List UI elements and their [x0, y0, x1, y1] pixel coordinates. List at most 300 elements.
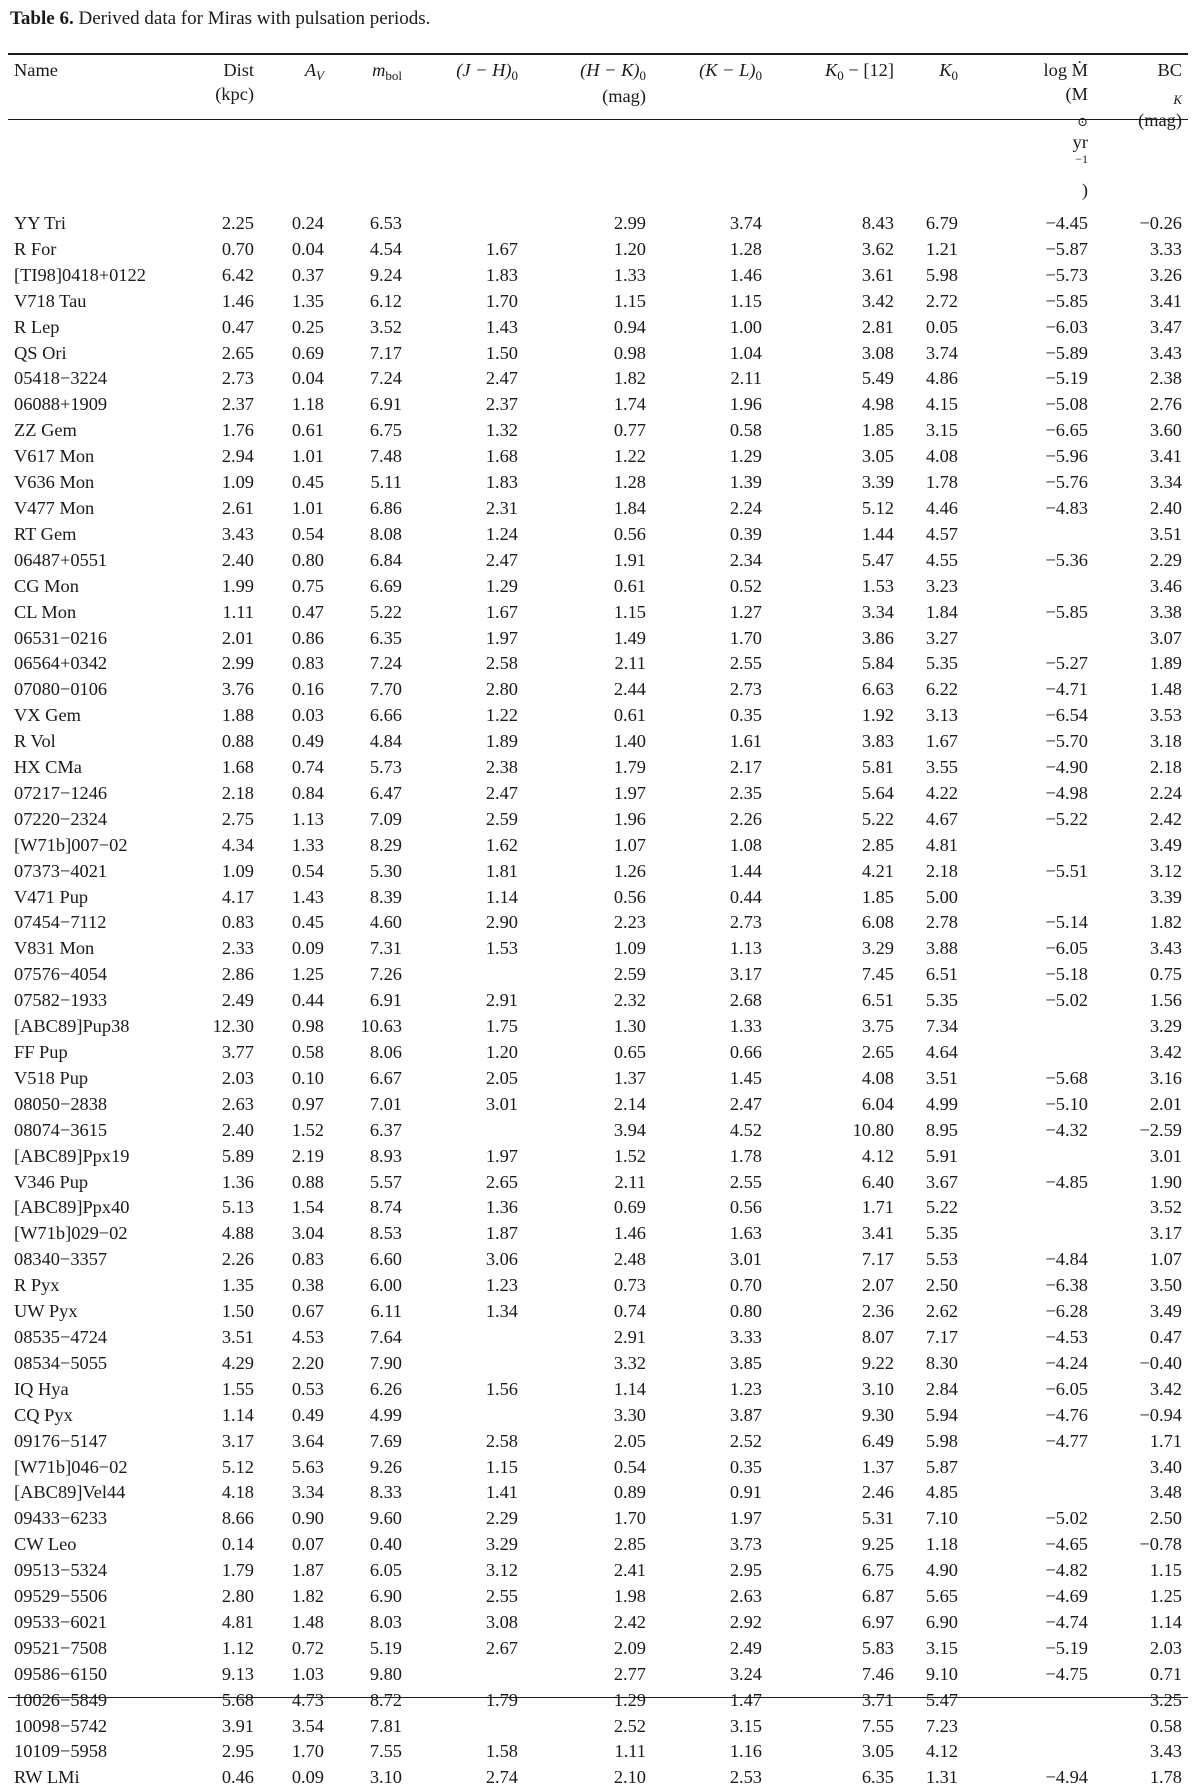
cell-kl: 1.27 — [729, 601, 762, 622]
cell-kl: 3.17 — [729, 964, 762, 985]
cell-k0: 5.53 — [925, 1249, 958, 1270]
cell-av: 2.20 — [291, 1352, 324, 1373]
table-row — [8, 833, 1188, 859]
table-row — [8, 1273, 1188, 1299]
cell-bck: 3.41 — [1149, 446, 1182, 467]
cell-jh: 1.67 — [485, 601, 518, 622]
cell-mdot: −5.10 — [1045, 1093, 1088, 1114]
cell-bck: 2.40 — [1149, 497, 1182, 518]
cell-name: CQ Pyx — [14, 1404, 73, 1425]
cell-hk: 1.33 — [613, 264, 646, 285]
cell-mdot: −4.75 — [1045, 1663, 1088, 1684]
cell-k12: 5.49 — [861, 368, 894, 389]
cell-kl: 3.73 — [729, 1534, 762, 1555]
cell-hk: 2.91 — [613, 1326, 646, 1347]
table-row — [8, 651, 1188, 677]
cell-dist: 2.65 — [221, 342, 254, 363]
cell-mbol: 7.09 — [369, 808, 402, 829]
cell-bck: −0.40 — [1139, 1352, 1182, 1373]
cell-k12: 5.64 — [861, 782, 894, 803]
table-caption-label: Table 6. — [10, 8, 74, 29]
cell-bck: 3.49 — [1149, 834, 1182, 855]
table-row — [8, 237, 1188, 263]
cell-jh: 1.32 — [485, 420, 518, 441]
cell-av: 1.03 — [291, 1663, 324, 1684]
cell-jh: 1.58 — [485, 1741, 518, 1762]
cell-av: 0.10 — [291, 1067, 324, 1088]
cell-k12: 6.51 — [861, 990, 894, 1011]
cell-dist: 8.66 — [221, 1508, 254, 1529]
table-row — [8, 263, 1188, 289]
cell-hk: 2.42 — [613, 1611, 646, 1632]
cell-mbol: 6.91 — [369, 394, 402, 415]
cell-mbol: 8.74 — [369, 1197, 402, 1218]
cell-mdot: −5.22 — [1045, 808, 1088, 829]
cell-k0: 2.78 — [925, 912, 958, 933]
cell-name: IQ Hya — [14, 1378, 69, 1399]
cell-mbol: 6.47 — [369, 782, 402, 803]
cell-hk: 1.79 — [613, 757, 646, 778]
cell-mbol: 6.37 — [369, 1119, 402, 1140]
cell-av: 0.24 — [291, 213, 324, 233]
cell-k12: 5.47 — [861, 549, 894, 570]
cell-hk: 0.56 — [613, 523, 646, 544]
cell-av: 0.90 — [291, 1508, 324, 1529]
cell-hk: 3.32 — [613, 1352, 646, 1373]
cell-kl: 1.78 — [729, 1145, 762, 1166]
cell-mdot — [964, 1221, 1094, 1247]
cell-av: 0.45 — [291, 912, 324, 933]
cell-kl: 1.16 — [729, 1741, 762, 1762]
cell-name: HX CMa — [14, 757, 82, 778]
cell-dist: 4.34 — [221, 834, 254, 855]
cell-hk: 1.37 — [613, 1067, 646, 1088]
cell-k0: 1.84 — [925, 601, 958, 622]
cell-k0: 4.55 — [925, 549, 958, 570]
cell-mbol: 9.26 — [369, 1456, 402, 1477]
cell-mbol: 5.73 — [369, 757, 402, 778]
cell-mdot: −4.69 — [1045, 1586, 1088, 1607]
cell-name: UW Pyx — [14, 1301, 78, 1322]
table-body — [8, 202, 1188, 1791]
cell-kl: 1.63 — [729, 1223, 762, 1244]
cell-name: 06088+1909 — [14, 394, 108, 415]
cell-bck: 3.40 — [1149, 1456, 1182, 1477]
cell-kl: 2.11 — [730, 368, 762, 389]
cell-k0: 1.31 — [925, 1767, 958, 1788]
cell-k12: 5.22 — [861, 808, 894, 829]
table-caption-text: Derived data for Miras with pulsation periods. — [78, 8, 431, 29]
cell-jh: 1.20 — [485, 1042, 518, 1062]
cell-bck: −0.26 — [1139, 213, 1182, 233]
cell-mbol: 8.39 — [369, 886, 402, 907]
cell-name: CW Leo — [14, 1534, 77, 1555]
cell-kl: 2.49 — [729, 1637, 762, 1658]
cell-k12: 6.04 — [861, 1093, 894, 1114]
cell-jh — [408, 1714, 524, 1740]
cell-hk: 2.10 — [613, 1767, 646, 1788]
cell-dist: 6.42 — [221, 264, 254, 285]
cell-name: 08340−3357 — [14, 1249, 108, 1270]
cell-av: 3.64 — [291, 1430, 324, 1451]
cell-name: R Lep — [14, 316, 60, 337]
cell-mdot: −6.54 — [1045, 705, 1088, 726]
cell-av: 0.04 — [291, 368, 324, 389]
cell-jh: 1.50 — [485, 342, 518, 363]
cell-mdot: −5.68 — [1045, 1067, 1088, 1088]
cell-mbol: 6.67 — [369, 1067, 402, 1088]
cell-name: 05418−3224 — [14, 368, 108, 389]
cell-name: 08535−4724 — [14, 1326, 108, 1347]
cell-k12: 1.44 — [861, 523, 894, 544]
cell-mdot: −6.05 — [1045, 938, 1088, 959]
cell-k12: 3.05 — [861, 1741, 894, 1762]
cell-k12: 3.71 — [861, 1689, 894, 1710]
cell-k0: 5.00 — [925, 886, 958, 907]
cell-k0: 5.98 — [925, 264, 958, 285]
cell-bck: 3.17 — [1149, 1223, 1182, 1244]
cell-kl: 0.35 — [729, 705, 762, 726]
cell-jh: 2.58 — [485, 653, 518, 674]
cell-av: 4.73 — [291, 1689, 324, 1710]
cell-av: 0.61 — [291, 420, 324, 441]
cell-mbol: 3.52 — [369, 316, 402, 337]
cell-hk: 2.32 — [613, 990, 646, 1011]
cell-kl: 0.52 — [729, 575, 762, 596]
cell-kl: 2.73 — [729, 679, 762, 700]
cell-jh: 2.91 — [485, 990, 518, 1011]
cell-mbol: 8.06 — [369, 1042, 402, 1062]
table-row — [8, 1351, 1188, 1377]
cell-kl: 0.44 — [729, 886, 762, 907]
table-row — [8, 202, 1188, 237]
cell-bck: −0.78 — [1139, 1534, 1182, 1555]
cell-k12: 6.40 — [861, 1171, 894, 1192]
cell-hk: 0.69 — [613, 1197, 646, 1218]
cell-k12: 3.86 — [861, 627, 894, 648]
cell-k12: 3.29 — [861, 938, 894, 959]
cell-mdot: −4.65 — [1045, 1534, 1088, 1555]
cell-k12: 1.85 — [861, 886, 894, 907]
cell-k12: 6.75 — [861, 1560, 894, 1581]
cell-kl: 1.44 — [729, 860, 762, 881]
cell-mdot: −4.45 — [1045, 213, 1088, 233]
cell-kl: 2.73 — [729, 912, 762, 933]
cell-name: V718 Tau — [14, 290, 87, 311]
cell-mdot: −4.83 — [1045, 497, 1088, 518]
cell-mbol: 8.33 — [369, 1482, 402, 1503]
cell-bck: 3.60 — [1149, 420, 1182, 441]
cell-kl: 2.26 — [729, 808, 762, 829]
table-row — [8, 962, 1188, 988]
cell-mbol: 8.72 — [369, 1689, 402, 1710]
cell-jh — [408, 1118, 524, 1144]
cell-name: 09521−7508 — [14, 1637, 108, 1658]
cell-mdot: −5.19 — [1045, 368, 1088, 389]
cell-av: 1.70 — [291, 1741, 324, 1762]
cell-av: 0.84 — [291, 782, 324, 803]
cell-k12: 3.75 — [861, 1016, 894, 1037]
cell-bck: 3.48 — [1149, 1482, 1182, 1503]
col-header-k12: $K_0 - [12]$ — [825, 60, 894, 83]
cell-kl: 2.68 — [729, 990, 762, 1011]
cell-k12: 6.49 — [861, 1430, 894, 1451]
cell-jh: 2.29 — [485, 1508, 518, 1529]
cell-mbol: 6.60 — [369, 1249, 402, 1270]
cell-mbol: 6.05 — [369, 1560, 402, 1581]
cell-kl: 3.33 — [729, 1326, 762, 1347]
cell-jh: 2.47 — [485, 549, 518, 570]
cell-jh: 3.12 — [485, 1560, 518, 1581]
cell-av: 0.54 — [291, 523, 324, 544]
cell-jh: 1.36 — [485, 1197, 518, 1218]
cell-k12: 7.45 — [861, 964, 894, 985]
cell-av: 2.19 — [291, 1145, 324, 1166]
cell-bck: 2.38 — [1149, 368, 1182, 389]
cell-dist: 2.25 — [221, 213, 254, 233]
cell-hk: 2.44 — [613, 679, 646, 700]
cell-k12: 4.98 — [861, 394, 894, 415]
cell-k0: 4.46 — [925, 497, 958, 518]
cell-av: 0.86 — [291, 627, 324, 648]
cell-k12: 3.05 — [861, 446, 894, 467]
cell-mdot: −6.65 — [1045, 420, 1088, 441]
cell-jh: 1.89 — [485, 731, 518, 752]
cell-mbol: 7.17 — [369, 342, 402, 363]
cell-hk: 1.40 — [613, 731, 646, 752]
cell-k12: 1.85 — [861, 420, 894, 441]
cell-name: [TI98]0418+0122 — [14, 264, 146, 285]
cell-name: V831 Mon — [14, 938, 95, 959]
cell-bck: 3.12 — [1149, 860, 1182, 881]
cell-k0: 4.12 — [925, 1741, 958, 1762]
cell-mdot: −5.73 — [1045, 264, 1088, 285]
cell-mdot: −4.94 — [1045, 1767, 1088, 1788]
cell-bck: 1.78 — [1149, 1767, 1182, 1788]
cell-name: 06531−0216 — [14, 627, 108, 648]
cell-mdot: −5.36 — [1045, 549, 1088, 570]
cell-av: 0.25 — [291, 316, 324, 337]
cell-mdot: −5.89 — [1045, 342, 1088, 363]
table-row — [8, 1610, 1188, 1636]
table-row — [8, 496, 1188, 522]
table-row — [8, 1221, 1188, 1247]
data-table — [8, 56, 1188, 1791]
cell-dist: 2.80 — [221, 1586, 254, 1607]
cell-av: 0.72 — [291, 1637, 324, 1658]
cell-dist: 1.76 — [221, 420, 254, 441]
cell-k0: 3.15 — [925, 1637, 958, 1658]
cell-bck: 0.47 — [1149, 1326, 1182, 1347]
cell-k12: 3.34 — [861, 601, 894, 622]
cell-k0: 5.35 — [925, 1223, 958, 1244]
table-row — [8, 1377, 1188, 1403]
cell-hk: 2.11 — [614, 653, 646, 674]
cell-bck: 3.41 — [1149, 290, 1182, 311]
table-row — [8, 677, 1188, 703]
table-row — [8, 1144, 1188, 1170]
cell-k12: 3.62 — [861, 238, 894, 259]
cell-jh: 2.55 — [485, 1586, 518, 1607]
cell-jh: 2.67 — [485, 1637, 518, 1658]
cell-mdot: −4.77 — [1045, 1430, 1088, 1451]
cell-k0: 9.10 — [925, 1663, 958, 1684]
cell-k0: 1.78 — [925, 472, 958, 493]
cell-k0: 6.90 — [925, 1611, 958, 1632]
cell-hk: 1.82 — [613, 368, 646, 389]
cell-jh: 1.15 — [485, 1456, 518, 1477]
table-row — [8, 1195, 1188, 1221]
cell-bck: 2.24 — [1149, 782, 1182, 803]
cell-name: [ABC89]Vel44 — [14, 1482, 126, 1503]
table-row — [8, 315, 1188, 341]
cell-name: 09533−6021 — [14, 1611, 108, 1632]
cell-mdot — [964, 1040, 1094, 1066]
cell-hk: 1.52 — [613, 1145, 646, 1166]
cell-kl: 2.24 — [729, 497, 762, 518]
col-header-name: Name — [14, 60, 58, 80]
table-row — [8, 1092, 1188, 1118]
cell-kl: 2.55 — [729, 1171, 762, 1192]
cell-bck: 3.18 — [1149, 731, 1182, 752]
cell-dist: 1.36 — [221, 1171, 254, 1192]
cell-hk: 2.52 — [613, 1715, 646, 1736]
table-row — [8, 1739, 1188, 1765]
cell-dist: 1.99 — [221, 575, 254, 596]
cell-mbol: 7.01 — [369, 1093, 402, 1114]
col-header-kl: $(K - L)_0$ — [699, 60, 762, 83]
table-row — [8, 1532, 1188, 1558]
cell-av: 0.58 — [291, 1042, 324, 1062]
cell-k0: 5.22 — [925, 1197, 958, 1218]
cell-k0: 4.15 — [925, 394, 958, 415]
cell-mdot — [964, 574, 1094, 600]
cell-name: R Pyx — [14, 1275, 60, 1296]
cell-k12: 5.31 — [861, 1508, 894, 1529]
cell-name: V471 Pup — [14, 886, 89, 907]
table-row — [8, 729, 1188, 755]
cell-hk: 1.28 — [613, 472, 646, 493]
cell-name: YY Tri — [14, 213, 66, 233]
cell-k12: 8.43 — [861, 213, 894, 233]
cell-dist: 2.40 — [221, 549, 254, 570]
cell-jh — [408, 1351, 524, 1377]
cell-mbol: 7.26 — [369, 964, 402, 985]
cell-name: 07217−1246 — [14, 782, 108, 803]
cell-dist: 4.18 — [221, 1482, 254, 1503]
cell-kl: 1.61 — [729, 731, 762, 752]
cell-dist: 3.76 — [221, 679, 254, 700]
cell-hk: 2.14 — [613, 1093, 646, 1114]
cell-mbol: 6.86 — [369, 497, 402, 518]
cell-name: [W71b]007−02 — [14, 834, 128, 855]
cell-hk: 2.23 — [613, 912, 646, 933]
cell-bck: 2.18 — [1149, 757, 1182, 778]
cell-mdot: −4.98 — [1045, 782, 1088, 803]
cell-bck: 3.43 — [1149, 1741, 1182, 1762]
cell-mbol: 6.84 — [369, 549, 402, 570]
cell-jh: 2.59 — [485, 808, 518, 829]
cell-name: 09513−5324 — [14, 1560, 108, 1581]
cell-bck: 3.51 — [1149, 523, 1182, 544]
cell-mbol: 3.10 — [369, 1767, 402, 1788]
cell-mdot: −5.70 — [1045, 731, 1088, 752]
table-row — [8, 1014, 1188, 1040]
cell-bck: 3.33 — [1149, 238, 1182, 259]
cell-kl: 1.70 — [729, 627, 762, 648]
cell-jh: 2.58 — [485, 1430, 518, 1451]
cell-mbol: 5.57 — [369, 1171, 402, 1192]
cell-av: 3.04 — [291, 1223, 324, 1244]
cell-k12: 4.12 — [861, 1145, 894, 1166]
cell-av: 1.82 — [291, 1586, 324, 1607]
table-row — [8, 289, 1188, 315]
cell-dist: 2.40 — [221, 1119, 254, 1140]
cell-kl: 0.39 — [729, 523, 762, 544]
cell-hk: 1.20 — [613, 238, 646, 259]
cell-k0: 3.55 — [925, 757, 958, 778]
cell-k0: 3.51 — [925, 1067, 958, 1088]
cell-hk: 1.74 — [613, 394, 646, 415]
cell-jh: 2.47 — [485, 782, 518, 803]
cell-dist: 2.03 — [221, 1067, 254, 1088]
cell-bck: 1.07 — [1149, 1249, 1182, 1270]
cell-name: 06564+0342 — [14, 653, 108, 674]
cell-mbol: 9.80 — [369, 1663, 402, 1684]
cell-mbol: 7.48 — [369, 446, 402, 467]
col-header-jh: $(J - H)_0$ — [456, 60, 518, 83]
col-header-av: $A_V$ — [304, 60, 324, 83]
cell-mdot: −4.84 — [1045, 1249, 1088, 1270]
cell-jh: 3.29 — [485, 1534, 518, 1555]
cell-name: 07582−1933 — [14, 990, 108, 1011]
cell-jh — [408, 1403, 524, 1429]
cell-kl: 1.45 — [729, 1067, 762, 1088]
cell-av: 1.43 — [291, 886, 324, 907]
cell-hk: 1.26 — [613, 860, 646, 881]
cell-av: 1.87 — [291, 1560, 324, 1581]
cell-mbol: 7.55 — [369, 1741, 402, 1762]
cell-name: 08534−5055 — [14, 1352, 108, 1373]
cell-mbol: 7.90 — [369, 1352, 402, 1373]
table-row — [8, 755, 1188, 781]
cell-kl: 1.97 — [729, 1508, 762, 1529]
cell-mbol: 0.40 — [369, 1534, 402, 1555]
cell-name: [ABC89]Ppx40 — [14, 1197, 130, 1218]
cell-bck: 0.58 — [1149, 1715, 1182, 1736]
cell-hk: 1.14 — [613, 1378, 646, 1399]
cell-mdot: −4.85 — [1045, 1171, 1088, 1192]
cell-dist: 1.11 — [222, 601, 254, 622]
cell-name: 07454−7112 — [14, 912, 107, 933]
cell-mdot: −4.32 — [1045, 1119, 1088, 1140]
cell-bck: 1.15 — [1149, 1560, 1182, 1581]
cell-jh: 1.79 — [485, 1689, 518, 1710]
cell-av: 0.45 — [291, 472, 324, 493]
cell-name: VX Gem — [14, 705, 81, 726]
cell-jh: 1.70 — [485, 290, 518, 311]
cell-k0: 8.30 — [925, 1352, 958, 1373]
cell-av: 0.16 — [291, 679, 324, 700]
cell-name: RW LMi — [14, 1767, 80, 1788]
cell-dist: 3.91 — [221, 1715, 254, 1736]
cell-mbol: 7.81 — [369, 1715, 402, 1736]
col-header-mbol: $m_{bol}$ — [372, 60, 402, 83]
cell-name: 06487+0551 — [14, 549, 108, 570]
cell-bck: 3.49 — [1149, 1301, 1182, 1322]
cell-bck: 3.50 — [1149, 1275, 1182, 1296]
table-row — [8, 1403, 1188, 1429]
